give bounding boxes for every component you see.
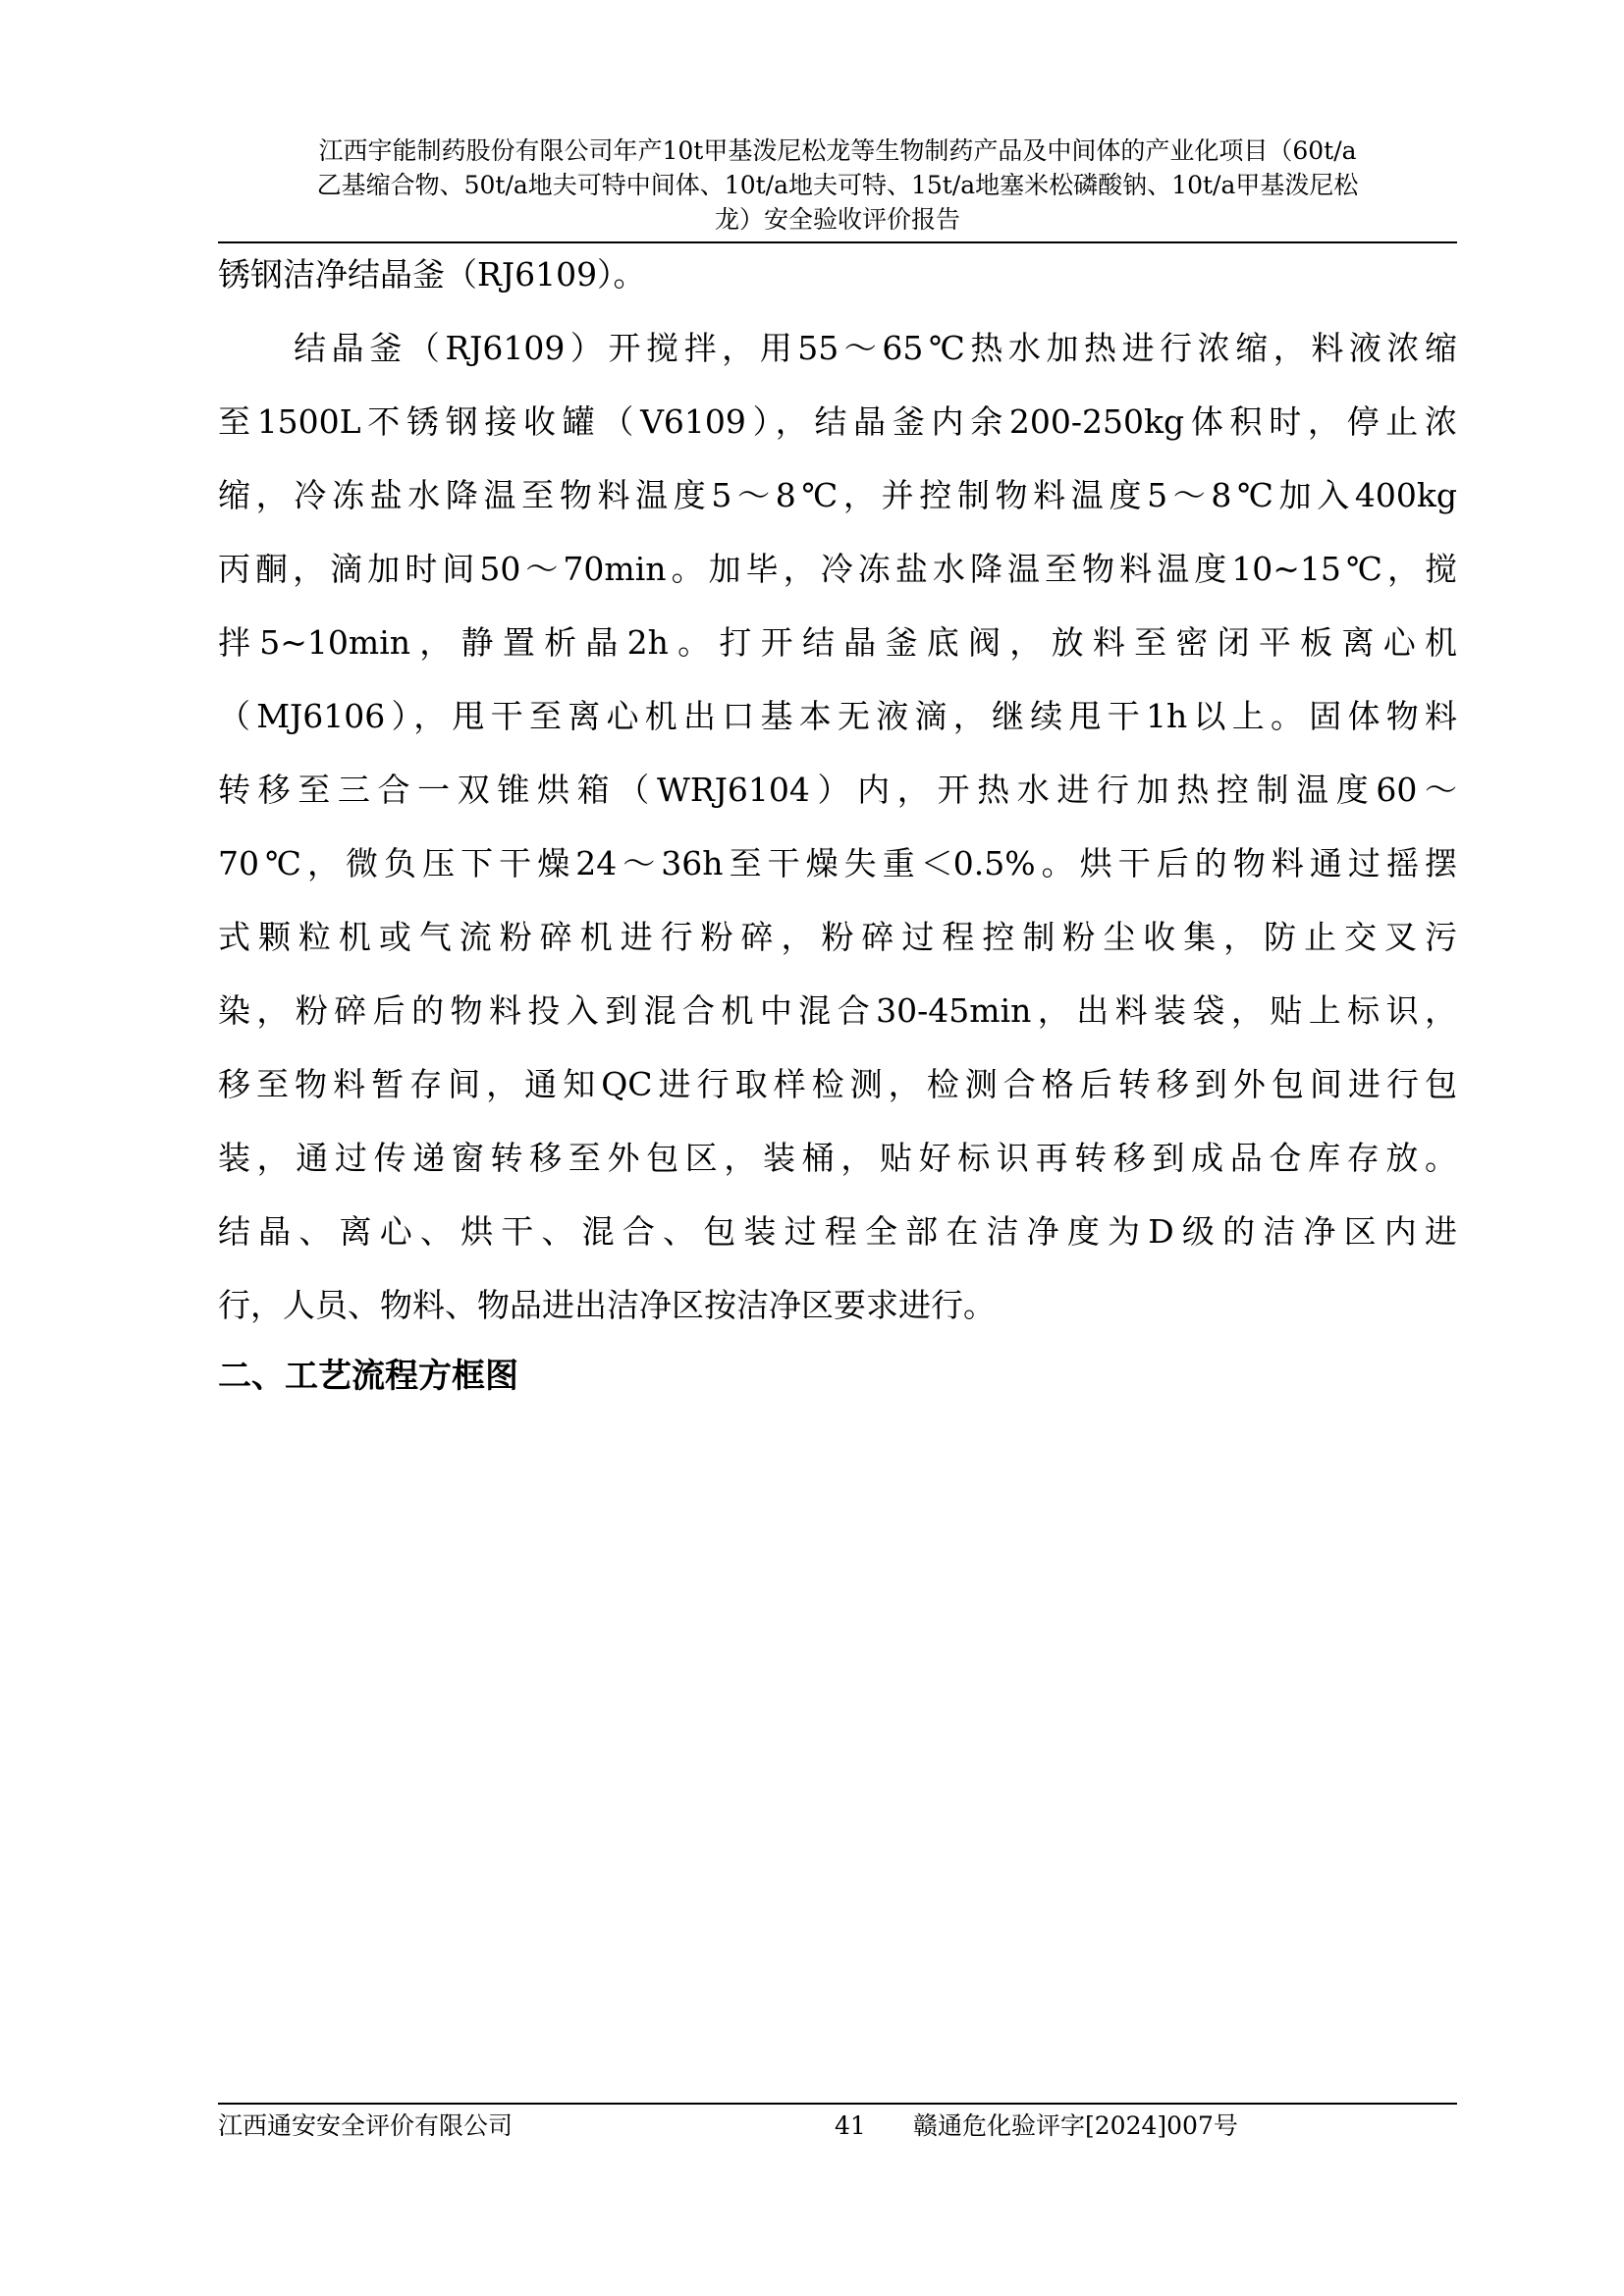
body-line-1: 锈钢洁净结晶釜（RJ6109）。 bbox=[218, 255, 646, 294]
body-line-13: 装，通过传递窗转移至外包区，装桶，贴好标识再转移到成品仓库存放。 bbox=[218, 1139, 1457, 1177]
page-number: 41 bbox=[835, 2111, 866, 2140]
body-line-8: 转移至三合一双锥烘箱（WRJ6104）内，开热水进行加热控制温度60～ bbox=[218, 771, 1457, 809]
body-line-10: 式颗粒机或气流粉碎机进行粉碎，粉碎过程控制粉尘收集，防止交叉污 bbox=[218, 918, 1457, 956]
body-line-5: 丙酮，滴加时间50～70min。加毕，冷冻盐水降温至物料温度10~15℃，搅 bbox=[218, 550, 1457, 588]
body-line-11: 染，粉碎后的物料投入到混合机中混合30-45min，出料装袋，贴上标识， bbox=[218, 991, 1457, 1030]
section-heading: 二、工艺流程方框图 bbox=[218, 1357, 518, 1396]
body-line-4: 缩，冷冻盐水降温至物料温度5～8℃，并控制物料温度5～8℃加入400kg bbox=[218, 476, 1457, 514]
body-line-15: 行，人员、物料、物品进出洁净区按洁净区要求进行。 bbox=[218, 1286, 996, 1324]
body-line-7: （MJ6106），甩干至离心机出口基本无液滴，继续甩干1h以上。固体物料 bbox=[218, 697, 1457, 735]
header-rule bbox=[218, 241, 1457, 243]
footer-rule bbox=[218, 2103, 1457, 2105]
body-line-14: 结晶、离心、烘干、混合、包装过程全部在洁净度为D级的洁净区内进 bbox=[218, 1212, 1457, 1251]
body-line-9: 70℃，微负压下干燥24～36h至干燥失重＜0.5%。烘干后的物料通过摇摆 bbox=[218, 844, 1457, 882]
body-line-12: 移至物料暂存间，通知QC进行取样检测，检测合格后转移到外包间进行包 bbox=[218, 1065, 1457, 1103]
body-line-2: 结晶釜（RJ6109）开搅拌，用55～65℃热水加热进行浓缩，料液浓缩 bbox=[218, 329, 1457, 367]
footer-doc-number: 赣通危化验评字[2024]007号 bbox=[913, 2111, 1238, 2140]
header-line-2: 乙基缩合物、50t/a地夫可特中间体、10t/a地夫可特、15t/a地塞米松磷酸钠、10t/a甲基泼尼松 bbox=[316, 171, 1359, 199]
running-header bbox=[218, 133, 1457, 237]
footer-company: 江西通安安全评价有限公司 bbox=[218, 2111, 514, 2140]
header-line-3: 龙）安全验收评价报告 bbox=[714, 205, 960, 234]
body-line-3: 至1500L不锈钢接收罐（V6109），结晶釜内余200-250kg体积时，停止浓 bbox=[218, 402, 1457, 441]
header-line-1: 江西宇能制药股份有限公司年产10t甲基泼尼松龙等生物制药产品及中间体的产业化项目（60t/a bbox=[318, 136, 1357, 165]
body-line-6: 拌5~10min，静置析晶2h。打开结晶釜底阀，放料至密闭平板离心机 bbox=[218, 623, 1457, 662]
